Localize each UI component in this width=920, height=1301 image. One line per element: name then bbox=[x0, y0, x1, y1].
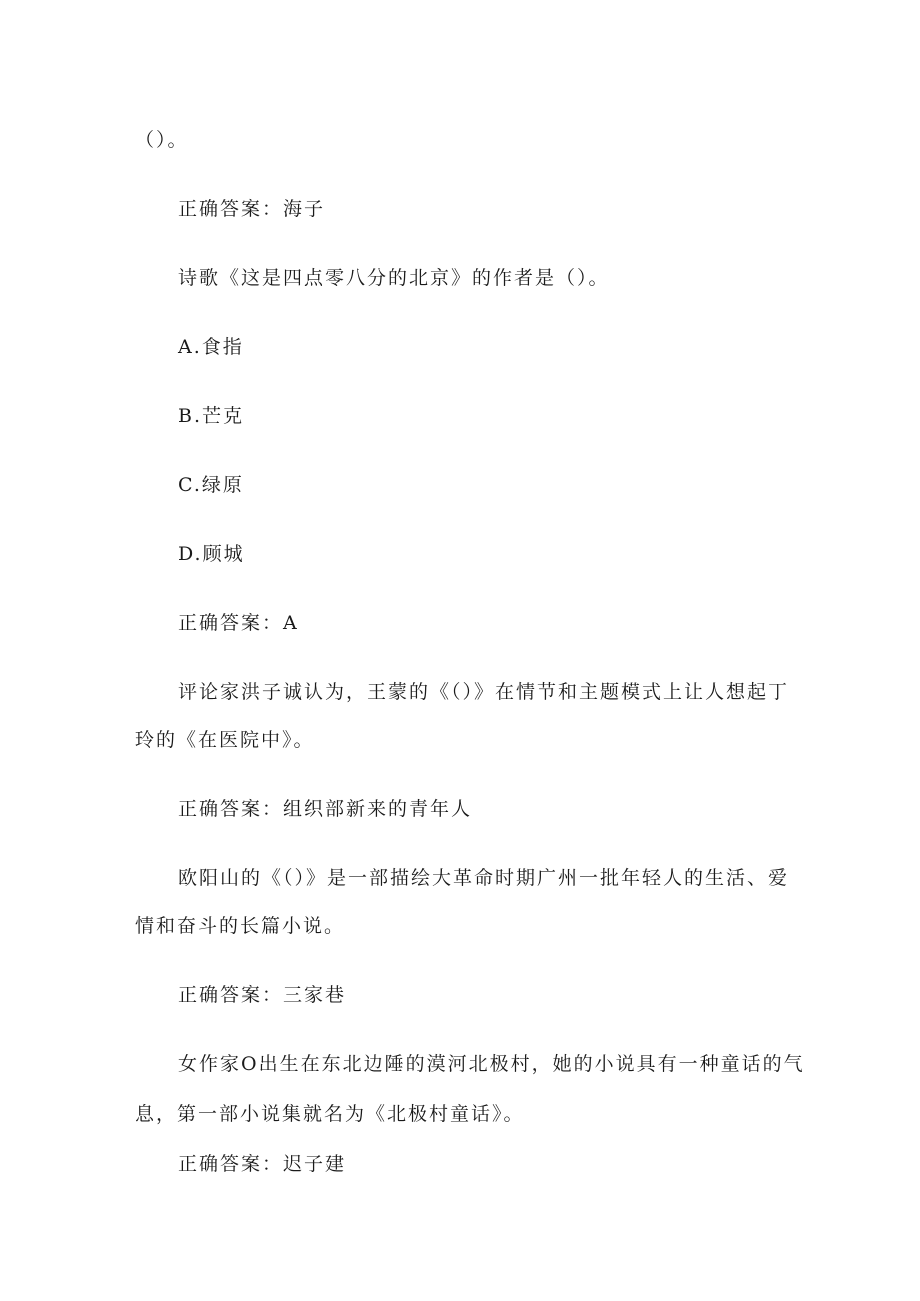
option-d: D.顾城 bbox=[178, 543, 245, 565]
question-line-2: 情和奋斗的长篇小说。 bbox=[135, 915, 346, 937]
option-b: B.芒克 bbox=[178, 405, 245, 427]
option-c: C.绿原 bbox=[178, 474, 244, 496]
answer-line: 正确答案：三家巷 bbox=[178, 984, 347, 1006]
answer-line: 正确答案：迟子建 bbox=[178, 1153, 347, 1175]
question-line-2: 息，第一部小说集就名为《北极村童话》。 bbox=[135, 1103, 525, 1125]
question-line-1: 女作家O出生在东北边陲的漠河北极村，她的小说具有一种童话的气 bbox=[178, 1053, 805, 1075]
question-line-1: 欧阳山的《（）》是一部描绘大革命时期广州一批年轻人的生活、爱 bbox=[178, 867, 790, 889]
answer-line: 正确答案：组织部新来的青年人 bbox=[178, 798, 473, 820]
answer-line: 正确答案：海子 bbox=[178, 198, 326, 220]
question-line: 诗歌《这是四点零八分的北京》的作者是（）。 bbox=[178, 267, 610, 289]
answer-line: 正确答案：A bbox=[178, 612, 299, 634]
option-a: A.食指 bbox=[178, 336, 244, 358]
question-line-2: 玲的《在医院中》。 bbox=[135, 729, 315, 751]
question-tail: （）。 bbox=[135, 129, 189, 151]
question-line-1: 评论家洪子诚认为，王蒙的《（）》在情节和主题模式上让人想起丁 bbox=[178, 681, 790, 703]
